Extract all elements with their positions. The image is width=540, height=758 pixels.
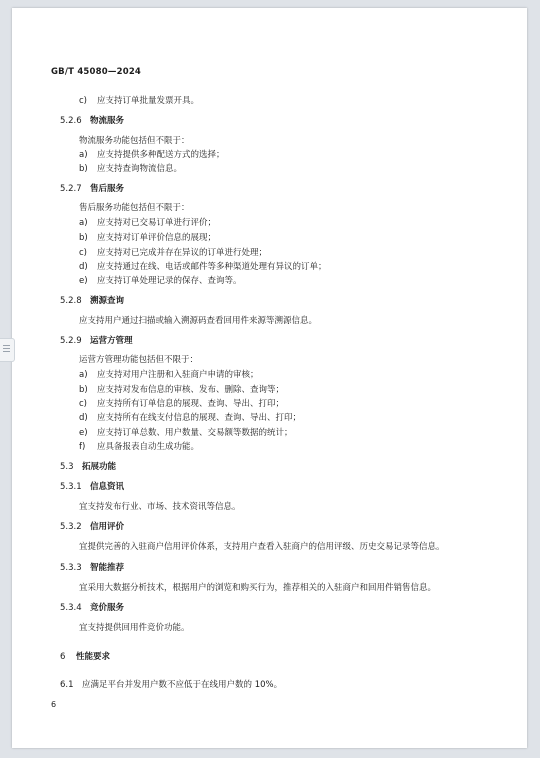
list-marker: b) — [79, 233, 88, 243]
list-marker: a) — [79, 218, 88, 228]
list-marker: b) — [79, 385, 88, 395]
section-heading-5-2-8: 5.2.8 溯源查询 — [60, 296, 125, 306]
section-intro: 售后服务功能包括但不限于： — [79, 203, 190, 213]
section-body: 宜支持提供回用件竞价功能。 — [79, 623, 190, 633]
list-item-text: 应支持提供多种配送方式的选择； — [97, 150, 225, 160]
list-item-text: 应支持对订单评价信息的展现； — [97, 233, 217, 243]
section-heading-5-3-4: 5.3.4 竞价服务 — [60, 603, 125, 613]
list-marker: e) — [79, 276, 88, 286]
list-item-text: 应支持对已完成并存在异议的订单进行处理； — [97, 248, 268, 258]
section-heading-5-3-2: 5.3.2 信用评价 — [60, 522, 125, 532]
list-item-text: 应具备报表自动生成功能。 — [97, 442, 200, 452]
list-marker: b) — [79, 164, 88, 174]
list-marker: d) — [79, 413, 88, 423]
list-item-text: 应支持通过在线、电话或邮件等多种渠道处理有异议的订单； — [97, 262, 327, 272]
section-heading-5-3-3: 5.3.3 智能推荐 — [60, 563, 125, 573]
list-item-text: 应支持所有订单信息的展现、查询、导出、打印； — [97, 399, 285, 409]
list-item-text: 应支持订单处理记录的保存、查询等。 — [97, 276, 242, 286]
list-marker: a) — [79, 150, 88, 160]
section-intro: 物流服务功能包括但不限于： — [79, 136, 190, 146]
list-item-text: 应支持订单批量发票开具。 — [97, 96, 200, 106]
section-heading-5-2-9: 5.2.9 运营方管理 — [60, 336, 133, 346]
list-item-text: 应支持对用户注册和入驻商户申请的审核； — [97, 370, 259, 380]
section-body: 宜提供完善的入驻商户信用评价体系，支持用户查看入驻商户的信用评级、历史交易记录等信息。 — [79, 542, 445, 552]
sidebar-toggle-handle[interactable] — [0, 338, 15, 362]
section-body: 宜支持发布行业、市场、技术资讯等信息。 — [79, 502, 241, 512]
list-item-text: 应支持订单总数、用户数量、交易额等数据的统计； — [97, 428, 293, 438]
document-code: GB/T 45080—2024 — [51, 67, 142, 77]
section-heading-5-2-7: 5.2.7 售后服务 — [60, 184, 125, 194]
list-marker: c) — [79, 399, 87, 409]
section-heading-6: 6 性能要求 — [60, 652, 111, 662]
section-body: 宜采用大数据分析技术，根据用户的浏览和购买行为，推荐相关的入驻商户和回用件销售信息。 — [79, 583, 437, 593]
list-item-text: 应支持对发布信息的审核、发布、删除、查询等； — [97, 385, 285, 395]
list-item-text: 应支持对已交易订单进行评价； — [97, 218, 217, 228]
list-marker: f) — [79, 442, 86, 452]
list-marker: c) — [79, 248, 87, 258]
list-marker: e) — [79, 428, 88, 438]
list-marker: c) — [79, 96, 87, 106]
list-item-text: 应支持查询物流信息。 — [97, 164, 183, 174]
page-number: 6 — [51, 700, 57, 709]
clause-6-1: 6.1 应满足平台并发用户数不应低于在线用户数的 10%。 — [60, 680, 283, 690]
section-heading-5-3-1: 5.3.1 信息资讯 — [60, 482, 125, 492]
section-heading-5-3: 5.3 拓展功能 — [60, 462, 117, 472]
list-marker: d) — [79, 262, 88, 272]
list-marker: a) — [79, 370, 88, 380]
section-intro: 运营方管理功能包括但不限于： — [79, 355, 199, 365]
list-item-text: 应支持所有在线支付信息的展现、查询、导出、打印； — [97, 413, 302, 423]
section-body: 应支持用户通过扫描或输入溯源码查看回用件来源等溯源信息。 — [79, 316, 318, 326]
section-heading-5-2-6: 5.2.6 物流服务 — [60, 116, 125, 126]
